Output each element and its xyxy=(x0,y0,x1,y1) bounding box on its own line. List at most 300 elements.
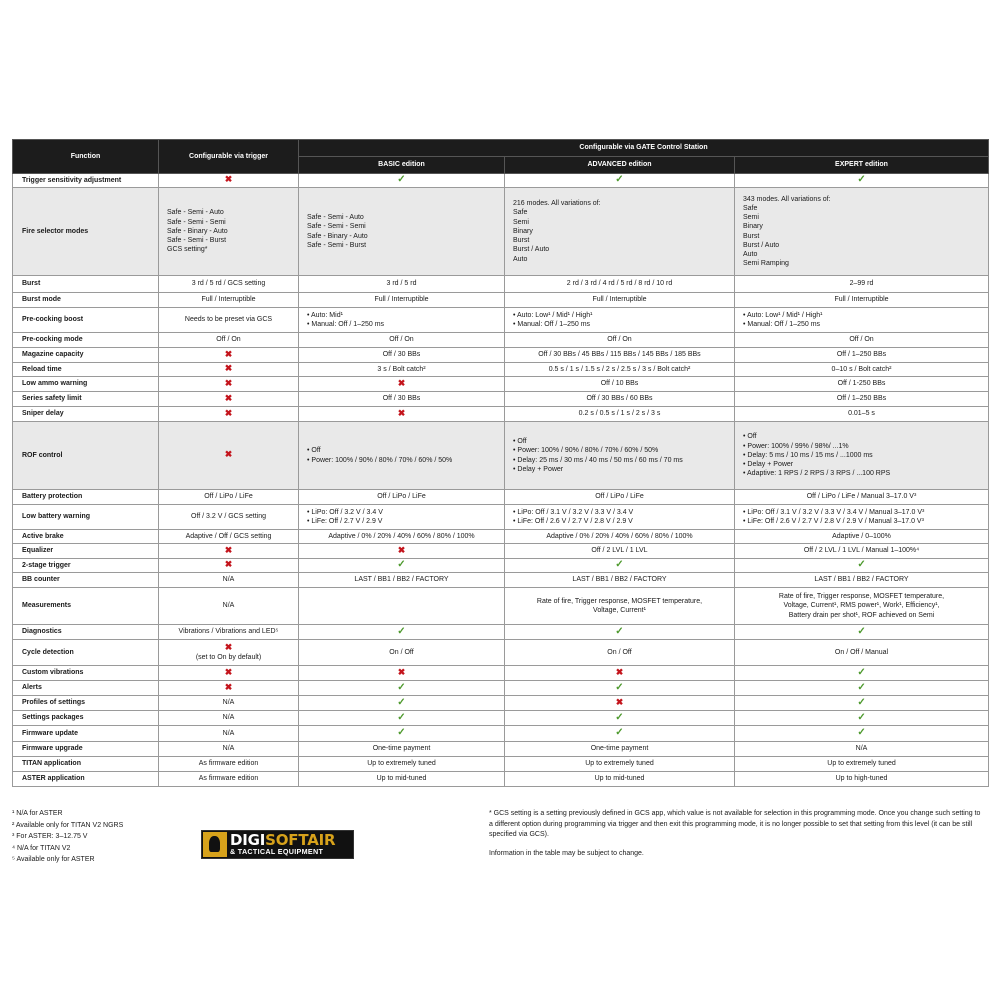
function-name: Firmware upgrade xyxy=(13,742,159,757)
cell-line: Rate of fire, Trigger response, MOSFET temperature, xyxy=(778,593,945,601)
function-name: Active brake xyxy=(13,530,159,544)
cross-icon: ✖ xyxy=(224,174,233,185)
function-name: Custom vibrations xyxy=(13,666,159,681)
check-icon: ✓ xyxy=(397,727,406,739)
cell-basic xyxy=(299,726,505,742)
cell-line: Off / 1–250 BBs xyxy=(836,395,887,403)
cell-advanced xyxy=(505,276,735,293)
function-name: Low ammo warning xyxy=(13,377,159,392)
cell-expert xyxy=(735,308,989,333)
table-row xyxy=(13,544,989,559)
cell-expert xyxy=(735,666,989,681)
cell-expert xyxy=(735,681,989,696)
cell-line: Safe - Binary - Auto xyxy=(167,227,228,235)
cell-expert xyxy=(735,407,989,422)
function-name: Magazine capacity xyxy=(13,348,159,363)
cell-line: 2–99 rd xyxy=(849,280,874,288)
check-icon: ✓ xyxy=(857,711,866,723)
table-row xyxy=(13,392,989,407)
cell-line: • LiPo: Off / 3.2 V / 3.4 V xyxy=(307,508,500,517)
cell-line: N/A xyxy=(222,602,235,610)
cross-icon: ✖ xyxy=(615,696,624,707)
cell-line: Up to extremely tuned xyxy=(585,760,654,768)
table-row xyxy=(13,757,989,772)
function-name: Profiles of settings xyxy=(13,696,159,711)
cell-line: On / Off xyxy=(607,648,632,656)
cell-basic xyxy=(299,188,505,276)
table-row xyxy=(13,530,989,544)
cell-expert xyxy=(735,640,989,666)
cell-line: Up to extremely tuned xyxy=(827,760,896,768)
cell-line: • Auto: Mid¹ xyxy=(307,311,500,320)
cell-line: Off / 2 LVL / 1 LVL / Manual 1–100%⁴ xyxy=(803,547,920,555)
notes xyxy=(489,809,984,867)
cell-expert xyxy=(735,573,989,588)
cell-line: Burst / Auto xyxy=(513,246,550,254)
cross-icon: ✖ xyxy=(224,407,233,418)
table-row xyxy=(13,726,989,742)
function-name: 2-stage trigger xyxy=(13,559,159,573)
cell-line: On / Off / Manual xyxy=(834,648,889,656)
cross-icon: ✖ xyxy=(224,641,233,652)
cell-line: Semi xyxy=(743,214,759,222)
cell-trigger xyxy=(159,544,299,559)
function-name: Measurements xyxy=(13,588,159,625)
cell-advanced xyxy=(505,377,735,392)
cross-icon: ✖ xyxy=(224,377,233,388)
function-name: Settings packages xyxy=(13,711,159,726)
cell-advanced xyxy=(505,544,735,559)
table-row xyxy=(13,333,989,348)
cell-advanced xyxy=(505,174,735,188)
footnote: ⁴ N/A for TITAN V2 xyxy=(12,844,71,852)
cell-line: • Off xyxy=(743,432,984,441)
cell-basic xyxy=(299,348,505,363)
cell-expert xyxy=(735,726,989,742)
cross-icon: ✖ xyxy=(397,407,406,418)
cell-advanced xyxy=(505,348,735,363)
cell-trigger xyxy=(159,490,299,505)
cell-trigger xyxy=(159,377,299,392)
function-name: Cycle detection xyxy=(13,640,159,666)
check-icon: ✓ xyxy=(857,727,866,739)
cell-expert xyxy=(735,530,989,544)
function-name: Series safety limit xyxy=(13,392,159,407)
cell-line: One-time payment xyxy=(590,745,649,753)
cell-advanced xyxy=(505,293,735,308)
cross-icon: ✖ xyxy=(224,544,233,555)
cell-line: N/A xyxy=(222,729,235,737)
cell-basic xyxy=(299,640,505,666)
cell-advanced xyxy=(505,757,735,772)
cell-expert xyxy=(735,422,989,490)
cell-basic xyxy=(299,573,505,588)
check-icon: ✓ xyxy=(397,559,406,571)
function-name: Pre-cocking mode xyxy=(13,333,159,348)
cell-line: Adaptive / 0% / 20% / 40% / 60% / 80% / 100% xyxy=(546,532,693,540)
table-row xyxy=(13,348,989,363)
footnote: ⁵ Available only for ASTER xyxy=(12,856,95,863)
header-gcs: Configurable via GATE Control Station xyxy=(299,140,989,157)
cell-line: 216 modes. All variations of: xyxy=(513,200,601,208)
cell-line: LAST / BB1 / BB2 / FACTORY xyxy=(572,576,667,584)
cell-line: Off / On xyxy=(216,336,241,344)
cell-expert xyxy=(735,772,989,787)
cell-basic xyxy=(299,681,505,696)
function-name: Alerts xyxy=(13,681,159,696)
footnotes xyxy=(12,808,123,866)
disclaimer-note: Information in the table may be subject to change. xyxy=(489,849,644,857)
cell-line: • LiPo: Off / 3.1 V / 3.2 V / 3.3 V / 3.4 V xyxy=(513,508,730,517)
cell-line: N/A xyxy=(222,699,235,707)
cell-line: Up to extremely tuned xyxy=(367,760,436,768)
cell-expert xyxy=(735,742,989,757)
cell-advanced xyxy=(505,726,735,742)
cell-expert xyxy=(735,392,989,407)
cell-advanced xyxy=(505,505,735,530)
cell-advanced xyxy=(505,392,735,407)
cell-advanced xyxy=(505,711,735,726)
cell-basic xyxy=(299,742,505,757)
check-icon: ✓ xyxy=(397,696,406,708)
function-name: Low battery warning xyxy=(13,505,159,530)
check-icon: ✓ xyxy=(397,174,406,186)
cell-line: • Manual: Off / 1–250 ms xyxy=(743,320,984,329)
cell-line: 0.2 s / 0.5 s / 1 s / 2 s / 3 s xyxy=(578,410,661,418)
cell-expert xyxy=(735,588,989,625)
cell-expert xyxy=(735,559,989,573)
cell-line: • Delay + Power xyxy=(743,460,984,469)
cell-advanced xyxy=(505,490,735,505)
cell-line: 3 s / Bolt catch² xyxy=(377,365,426,373)
cell-line: Vibrations / Vibrations and LED⁵ xyxy=(178,628,279,636)
logo-wordmark: DIGISOFTAIR xyxy=(230,831,336,849)
header-advanced-edition: ADVANCED edition xyxy=(505,157,735,174)
cell-advanced xyxy=(505,573,735,588)
cell-line: 3 rd / 5 rd / GCS setting xyxy=(191,280,266,288)
comparison-sheet xyxy=(12,139,988,787)
cell-trigger xyxy=(159,348,299,363)
cell-trigger xyxy=(159,276,299,293)
cross-icon: ✖ xyxy=(224,559,233,570)
cell-basic xyxy=(299,559,505,573)
cell-line: Full / Interruptible xyxy=(592,296,647,304)
cell-line: Binary xyxy=(743,223,763,231)
cell-line: Adaptive / 0–100% xyxy=(832,532,891,540)
cell-trigger xyxy=(159,726,299,742)
cell-basic xyxy=(299,422,505,490)
cell-expert xyxy=(735,333,989,348)
cross-icon: ✖ xyxy=(397,666,406,677)
cell-line: • Power: 100% / 90% / 80% / 70% / 60% / 50% xyxy=(513,446,730,455)
cell-expert xyxy=(735,377,989,392)
cell-line: Off / LiPo / LiFe / Manual 3–17.0 V³ xyxy=(806,493,917,501)
function-name: TITAN application xyxy=(13,757,159,772)
cell-advanced xyxy=(505,559,735,573)
cell-trigger xyxy=(159,422,299,490)
cell-line: Off / 1–250 BBs xyxy=(836,351,887,359)
cell-line: • Power: 100% / 90% / 80% / 70% / 60% / 50% xyxy=(307,456,500,465)
cell-line: Safe - Semi - Burst xyxy=(307,241,367,249)
check-icon: ✓ xyxy=(857,174,866,186)
cell-line: Off / LiPo / LiFe xyxy=(595,493,644,501)
gcs-setting-note: * GCS setting is a setting previously defined in GCS app, which value is not available for selection in this programming mode. Once you change such setting to a different option during programming via trigger and then exit this programming mode, it is no longer possible to set that setting from this level (it can be still specified via GCS). xyxy=(489,810,981,838)
check-icon: ✓ xyxy=(615,681,624,693)
cell-line: Safe - Semi - Semi xyxy=(307,223,366,231)
function-name: ASTER application xyxy=(13,772,159,787)
cell-line: On / Off xyxy=(389,648,414,656)
soldier-emblem-icon xyxy=(203,832,227,857)
cross-icon: ✖ xyxy=(224,666,233,677)
table-row xyxy=(13,505,989,530)
cell-trigger xyxy=(159,505,299,530)
footnote: ² Available only for TITAN V2 NGRS xyxy=(12,821,124,829)
cell-line: Voltage, Current¹, RMS power¹, Work¹, Efficiency¹, xyxy=(783,602,940,610)
function-name: Sniper delay xyxy=(13,407,159,422)
cell-basic xyxy=(299,711,505,726)
table-row xyxy=(13,377,989,392)
check-icon: ✓ xyxy=(615,559,624,571)
cell-line: Off / 30 BBs / 60 BBs xyxy=(586,395,653,403)
cell-trigger xyxy=(159,711,299,726)
cell-advanced xyxy=(505,742,735,757)
cell-line: Off / LiPo / LiFe xyxy=(204,493,253,501)
cell-expert xyxy=(735,188,989,276)
cell-line: As firmware edition xyxy=(198,775,259,783)
check-icon: ✓ xyxy=(397,681,406,693)
table-row xyxy=(13,293,989,308)
footnote: ¹ N/A for ASTER xyxy=(12,810,63,817)
function-name: BB counter xyxy=(13,573,159,588)
cell-trigger xyxy=(159,308,299,333)
cell-trigger xyxy=(159,188,299,276)
cell-line: Off / 1-250 BBs xyxy=(837,380,886,388)
cross-icon: ✖ xyxy=(224,681,233,692)
cross-icon: ✖ xyxy=(397,377,406,388)
check-icon: ✓ xyxy=(857,559,866,571)
logo-tagline: & TACTICAL EQUIPMENT xyxy=(230,847,324,856)
cross-icon: ✖ xyxy=(224,392,233,403)
table-row xyxy=(13,490,989,505)
cell-trigger xyxy=(159,573,299,588)
cell-trigger xyxy=(159,174,299,188)
cell-line: • LiPo: Off / 3.1 V / 3.2 V / 3.3 V / 3.4 V / Manual 3–17.0 V³ xyxy=(743,508,984,517)
cell-line: Adaptive / 0% / 20% / 40% / 60% / 80% / 100% xyxy=(328,532,475,540)
cell-line: Voltage, Current¹ xyxy=(593,607,646,614)
cell-expert xyxy=(735,711,989,726)
cell-basic xyxy=(299,625,505,640)
cell-line: • LiFe: Off / 2.6 V / 2.7 V / 2.8 V / 2.9 V xyxy=(513,517,730,526)
cell-basic xyxy=(299,276,505,293)
function-name: Burst mode xyxy=(13,293,159,308)
cell-trigger xyxy=(159,588,299,625)
cell-expert xyxy=(735,757,989,772)
table-row xyxy=(13,308,989,333)
cell-line: Adaptive / Off / GCS setting xyxy=(185,532,272,540)
cell-advanced xyxy=(505,333,735,348)
cell-line: Up to mid-tuned xyxy=(376,775,427,783)
cell-trigger xyxy=(159,559,299,573)
cell-trigger xyxy=(159,640,299,666)
function-name: Pre-cocking boost xyxy=(13,308,159,333)
cell-line: Semi xyxy=(513,218,529,226)
function-name: Diagnostics xyxy=(13,625,159,640)
cell-basic xyxy=(299,490,505,505)
cell-expert xyxy=(735,174,989,188)
cell-trigger xyxy=(159,293,299,308)
cell-line: Burst / Auto xyxy=(743,241,780,249)
cell-line: Auto xyxy=(743,250,758,258)
cell-line: • LiFe: Off / 2.7 V / 2.9 V xyxy=(307,517,500,526)
check-icon: ✓ xyxy=(857,625,866,637)
cell-advanced xyxy=(505,188,735,276)
cell-advanced xyxy=(505,696,735,711)
cell-line: • Power: 100% / 99% / 98%/ ...1% xyxy=(743,442,984,451)
table-row xyxy=(13,276,989,293)
table-row xyxy=(13,696,989,711)
check-icon: ✓ xyxy=(615,174,624,186)
cell-line: Safe - Semi - Semi xyxy=(167,218,226,226)
check-icon: ✓ xyxy=(397,711,406,723)
header-expert-edition: EXPERT edition xyxy=(735,157,989,174)
cell-basic xyxy=(299,407,505,422)
table-row xyxy=(13,573,989,588)
function-name: Equalizer xyxy=(13,544,159,559)
cell-line: (set to On by default) xyxy=(195,654,262,661)
cell-line: N/A xyxy=(855,745,868,753)
cell-expert xyxy=(735,363,989,377)
cell-expert xyxy=(735,696,989,711)
table-row xyxy=(13,588,989,625)
cell-line: Off / 30 BBs xyxy=(382,351,421,359)
cell-line: Burst xyxy=(743,232,760,240)
cell-trigger xyxy=(159,625,299,640)
cell-trigger xyxy=(159,742,299,757)
cell-basic xyxy=(299,544,505,559)
cell-trigger xyxy=(159,392,299,407)
check-icon: ✓ xyxy=(857,681,866,693)
check-icon: ✓ xyxy=(615,727,624,739)
table-row xyxy=(13,422,989,490)
cell-line: GCS setting* xyxy=(167,246,208,254)
cell-line: One-time payment xyxy=(372,745,431,753)
cell-line: N/A xyxy=(222,714,235,722)
cell-basic xyxy=(299,772,505,787)
cross-icon: ✖ xyxy=(615,666,624,677)
cell-line: Off / 10 BBs xyxy=(600,380,639,388)
cell-expert xyxy=(735,544,989,559)
cell-line: Battery drain per shot¹, ROF achieved on Semi xyxy=(788,611,935,619)
cell-trigger xyxy=(159,407,299,422)
cell-advanced xyxy=(505,422,735,490)
cross-icon: ✖ xyxy=(224,363,233,374)
cell-advanced xyxy=(505,772,735,787)
cell-advanced xyxy=(505,530,735,544)
cell-trigger xyxy=(159,530,299,544)
footnote: ³ For ASTER: 3–12.75 V xyxy=(12,833,88,840)
cell-expert xyxy=(735,490,989,505)
cell-basic xyxy=(299,363,505,377)
cell-basic xyxy=(299,293,505,308)
cell-line: Needs to be preset via GCS xyxy=(184,316,273,324)
cell-line: • LiFe: Off / 2.6 V / 2.7 V / 2.8 V / 2.9 V / Manual 3–17.0 V³ xyxy=(743,517,984,526)
cell-line: 2 rd / 3 rd / 4 rd / 5 rd / 8 rd / 10 rd xyxy=(566,280,673,288)
cell-line: • Off xyxy=(513,437,730,446)
function-name: Battery protection xyxy=(13,490,159,505)
cell-line: Binary xyxy=(513,227,533,235)
cell-line: • Delay: 25 ms / 30 ms / 40 ms / 50 ms / 60 ms / 70 ms xyxy=(513,456,730,465)
function-name: Trigger sensitivity adjustment xyxy=(13,174,159,188)
cross-icon: ✖ xyxy=(397,544,406,555)
function-name: Firmware update xyxy=(13,726,159,742)
cell-advanced xyxy=(505,625,735,640)
cell-basic xyxy=(299,530,505,544)
cell-line: Full / Interruptible xyxy=(201,296,256,304)
cell-line: • Off xyxy=(307,446,500,455)
table-row xyxy=(13,188,989,276)
check-icon: ✓ xyxy=(857,696,866,708)
cell-advanced xyxy=(505,640,735,666)
check-icon: ✓ xyxy=(397,625,406,637)
cell-line: LAST / BB1 / BB2 / FACTORY xyxy=(814,576,909,584)
cell-line: • Manual: Off / 1–250 ms xyxy=(307,320,500,329)
cell-line: • Manual: Off / 1–250 ms xyxy=(513,320,730,329)
function-name: ROF control xyxy=(13,422,159,490)
check-icon: ✓ xyxy=(615,625,624,637)
cell-line: Up to high-tuned xyxy=(835,775,888,783)
table-row xyxy=(13,363,989,377)
cell-basic xyxy=(299,308,505,333)
cell-line: LAST / BB1 / BB2 / FACTORY xyxy=(354,576,449,584)
cell-line: Safe - Semi - Auto xyxy=(167,209,224,217)
header-configurable-via-trigger: Configurable via trigger xyxy=(159,140,299,174)
cell-basic xyxy=(299,505,505,530)
cell-line: N/A xyxy=(222,745,235,753)
table-row xyxy=(13,711,989,726)
cell-advanced xyxy=(505,666,735,681)
cell-basic xyxy=(299,696,505,711)
cell-expert xyxy=(735,348,989,363)
cell-line: • Auto: Low¹ / Mid¹ / High¹ xyxy=(743,311,984,320)
table-row xyxy=(13,625,989,640)
check-icon: ✓ xyxy=(857,666,866,678)
cell-line: Auto xyxy=(513,255,528,263)
cell-line: 3 rd / 5 rd xyxy=(386,280,417,288)
feature-comparison-table xyxy=(12,139,989,787)
cell-basic xyxy=(299,377,505,392)
function-name: Fire selector modes xyxy=(13,188,159,276)
cell-line: Rate of fire, Trigger response, MOSFET temperature, xyxy=(536,597,703,605)
cell-basic xyxy=(299,392,505,407)
cell-line: Full / Interruptible xyxy=(834,296,889,304)
cell-line: • Adaptive: 1 RPS / 2 RPS / 3 RPS / ...100 RPS xyxy=(743,469,984,478)
cell-basic xyxy=(299,588,505,625)
cell-line: Off / On xyxy=(607,336,632,344)
cell-line: Up to mid-tuned xyxy=(594,775,645,783)
table-row xyxy=(13,772,989,787)
table-row xyxy=(13,559,989,573)
cell-line: Off / 30 BBs / 45 BBs / 115 BBs / 145 BBs / 185 BBs xyxy=(538,351,701,359)
cell-line: Off / 30 BBs xyxy=(382,395,421,403)
cell-line: • Auto: Low¹ / Mid¹ / High¹ xyxy=(513,311,730,320)
table-row xyxy=(13,640,989,666)
cell-basic xyxy=(299,757,505,772)
cell-trigger xyxy=(159,757,299,772)
cell-trigger xyxy=(159,666,299,681)
cell-advanced xyxy=(505,588,735,625)
cell-line: Safe - Semi - Burst xyxy=(167,237,227,245)
check-icon: ✓ xyxy=(615,711,624,723)
